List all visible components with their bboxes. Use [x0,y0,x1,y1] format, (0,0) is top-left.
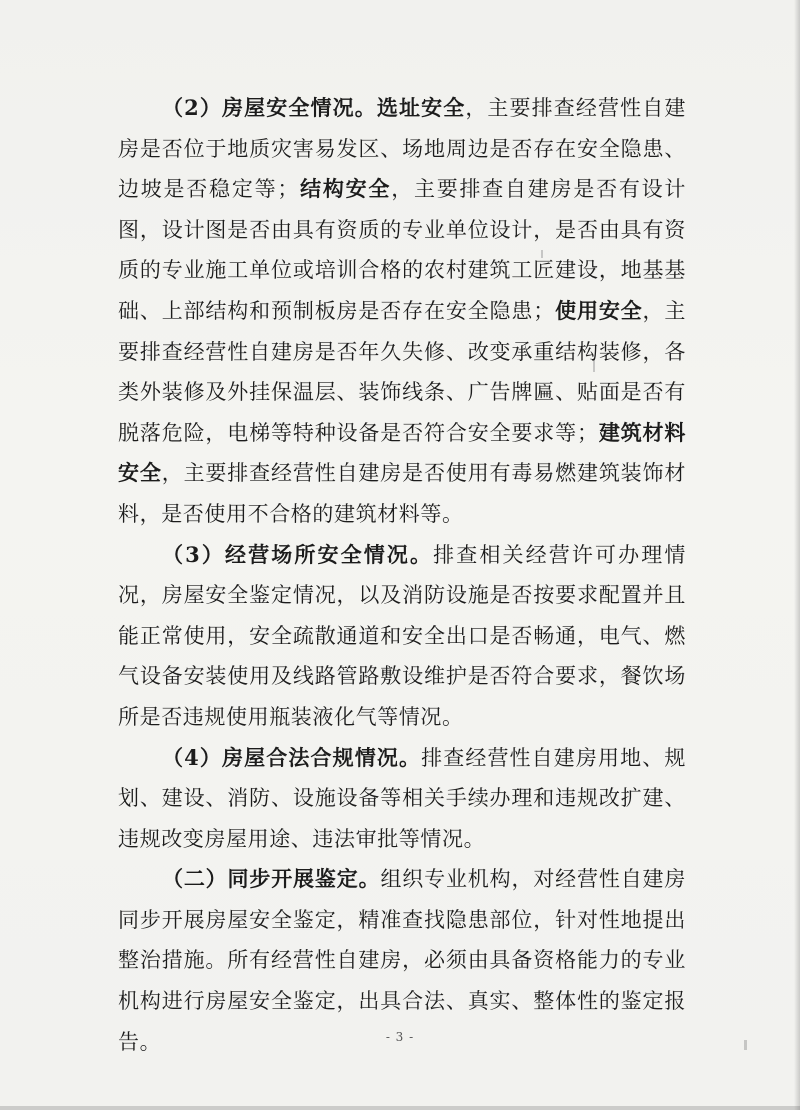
text-site-safety: ，主要排查经营性自建房是否位于地质灾害易发区、场地周边是否存在安全隐患、边坡是否稳定等； [118,96,686,202]
heading-synchronized-appraisal: （二）同步开展鉴定。 [162,866,381,892]
term-usage-safety: 使用安全 [554,297,643,323]
heading-legal-compliance: （4）房屋合法合规情况。 [162,744,422,770]
text-legal-compliance: 排查经营性自建房用地、规划、建设、消防、设施设备等相关手续办理和违规改扩建、违规改变房屋用途、违法审批等情况。 [118,745,687,851]
text-usage-safety: ，主要排查经营性自建房是否年久失修、改变承重结构装修，各类外装修及外挂保温层、装饰线条、广告牌匾、贴面是否有脱落危险，电梯等特种设备是否符合安全要求等； [118,298,687,445]
scan-edge-bottom [0,1106,800,1110]
text-business-premises-safety: 排查相关经营许可办理情况，房屋安全鉴定情况，以及消防设施是否按要求配置并且能正常使用，安全疏散通道和安全出口是否畅通，电气、燃气设备安装使用及线路管路敷设维护是否符合要求，餐饮场所是否违规使用瓶装液化气等情况。 [118,542,687,729]
heading-house-safety: （2）房屋安全情况。 [162,95,377,120]
term-material-safety: 建筑材料安全 [118,419,687,486]
paragraph-legal-compliance [118,738,686,860]
text-material-safety: ，主要排查经营性自建房是否使用有毒易燃建筑装饰材料，是否使用不合格的建筑材料等。 [118,461,686,526]
document-body [118,88,686,1062]
term-structure-safety: 结构安全 [298,176,392,202]
text-synchronized-appraisal: 组织专业机构，对经营性自建房同步开展房屋安全鉴定，精准查找隐患部位，针对性地提出整治措施。所有经营性自建房，必须由具备资格能力的专业机构进行房屋安全鉴定，出具合法、真实、整体性的鉴定报告。 [118,867,686,1054]
paragraph-business-premises-safety [118,535,686,738]
paragraph-house-safety [118,88,686,535]
scan-edge-shadow [794,0,800,1110]
page-number: - 3 - [385,1030,415,1044]
heading-business-premises-safety: （3）经营场所安全情况。 [162,541,434,567]
text-structure-safety: ，主要排查自建房是否有设计图，设计图是否由具有资质的专业单位设计，是否由具有资质的专业施工单位或培训合格的农村建筑工匠建设，地基基础、上部结构和预制板房是否存在安全隐患； [118,177,686,323]
term-site-safety: 选址安全 [376,95,466,120]
